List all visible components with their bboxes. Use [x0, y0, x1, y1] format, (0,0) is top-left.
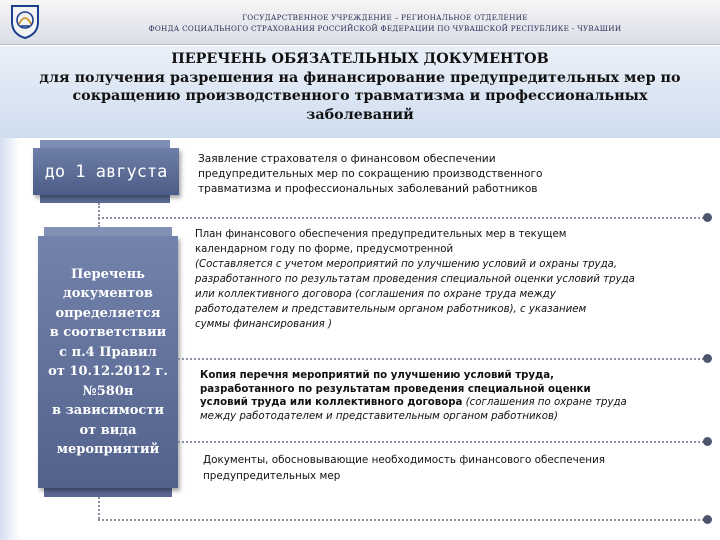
separator-dotted [178, 441, 704, 443]
date-box-tab [40, 195, 170, 203]
item-measures-copy [200, 369, 627, 423]
item-line-bold: условий труда или коллективного договора [200, 397, 463, 408]
note-line: в соответствии [49, 325, 167, 340]
note-line: в зависимости [51, 403, 165, 418]
item-justification-docs [203, 452, 605, 484]
item-note-line: суммы финансирования ) [195, 319, 332, 330]
note-line: определяется [55, 305, 161, 321]
deadline-box [33, 148, 179, 195]
item-line-italic: (соглашения по охране труда [465, 397, 627, 408]
documents-note-text [48, 265, 168, 460]
item-line: предупредительных мер [203, 470, 341, 482]
item-line [200, 396, 627, 410]
item-line: предупредительных мер по сокращению производственного [198, 168, 543, 180]
connector-line [98, 497, 100, 519]
note-line: от вида [79, 422, 137, 438]
separator-dot [703, 354, 712, 363]
org-name-line2: ФОНДА СОЦИАЛЬНОГО СТРАХОВАНИЯ РОССИЙСКОЙ ФЕДЕРАЦИИ ПО ЧУВАШСКОЙ РЕСПУБЛИКЕ - ЧУВАШИИ [148, 24, 622, 33]
date-box-tab [40, 140, 170, 148]
title-line: ПЕРЕЧЕНЬ ОБЯЗАТЕЛЬНЫХ ДОКУМЕНТОВ [171, 51, 549, 67]
documents-note-box [38, 236, 178, 488]
item-note-line: работодателем и представительным органом работников), с указанием [195, 304, 587, 315]
item-line: календарном году по форме, предусмотренной [195, 244, 454, 255]
item-line: Документы, обосновывающие необходимость финансового обеспечения [203, 454, 606, 466]
separator-dot [703, 515, 712, 524]
separator-dot [703, 437, 712, 446]
note-line: №580н [82, 383, 134, 399]
separator-dotted [98, 217, 704, 219]
note-line: мероприятий [56, 442, 160, 457]
side-gradient [0, 138, 20, 540]
item-note-line: или коллективного договора (соглашения по охране труда между [195, 289, 556, 300]
item-application [198, 152, 543, 197]
item-note-line: разработанного по результатам проведения специальной оценки условий труда [195, 274, 635, 285]
deadline-label: до 1 августа [44, 161, 168, 182]
separator-dot [703, 213, 712, 222]
fss-emblem-icon [6, 2, 44, 40]
separator-dotted [98, 519, 704, 521]
item-note-line: (Составляется с учетом мероприятий по улучшению условий и охраны труда, [195, 259, 618, 270]
note-line: Перечень [70, 266, 146, 282]
item-financing-plan [195, 227, 635, 332]
list-box-tab [44, 227, 172, 236]
note-line: с п.4 Правил [59, 344, 157, 360]
item-note-line: между работодателем и представительным органом работников) [200, 410, 558, 422]
title-line: заболеваний [306, 106, 414, 123]
page-title [10, 50, 710, 124]
note-line: от 10.12.2012 г. [48, 364, 168, 379]
separator-dotted [178, 358, 704, 360]
org-name-line1: ГОСУДАРСТВЕННОЕ УЧРЕЖДЕНИЕ – РЕГИОНАЛЬНОЕ ОТДЕЛЕНИЕ [242, 13, 528, 22]
item-line: разработанного по результатам проведения специальной оценки [200, 383, 591, 395]
header-bar [0, 0, 720, 45]
note-line: документов [63, 286, 153, 301]
title-line: для получения разрешения на финансирование предупредительных мер по [39, 69, 681, 86]
item-line: травматизма и профессиональных заболеваний работников [198, 183, 538, 195]
connector-line [98, 203, 100, 227]
item-line: Копия перечня мероприятий по улучшению условий труда, [200, 370, 555, 381]
item-line: Заявление страхователя о финансовом обеспечении [198, 153, 496, 165]
item-line: План финансового обеспечения предупредительных мер в текущем [195, 229, 567, 240]
list-box-tab [44, 488, 172, 497]
title-line: сокращению производственного травматизма и профессиональных [72, 88, 648, 104]
